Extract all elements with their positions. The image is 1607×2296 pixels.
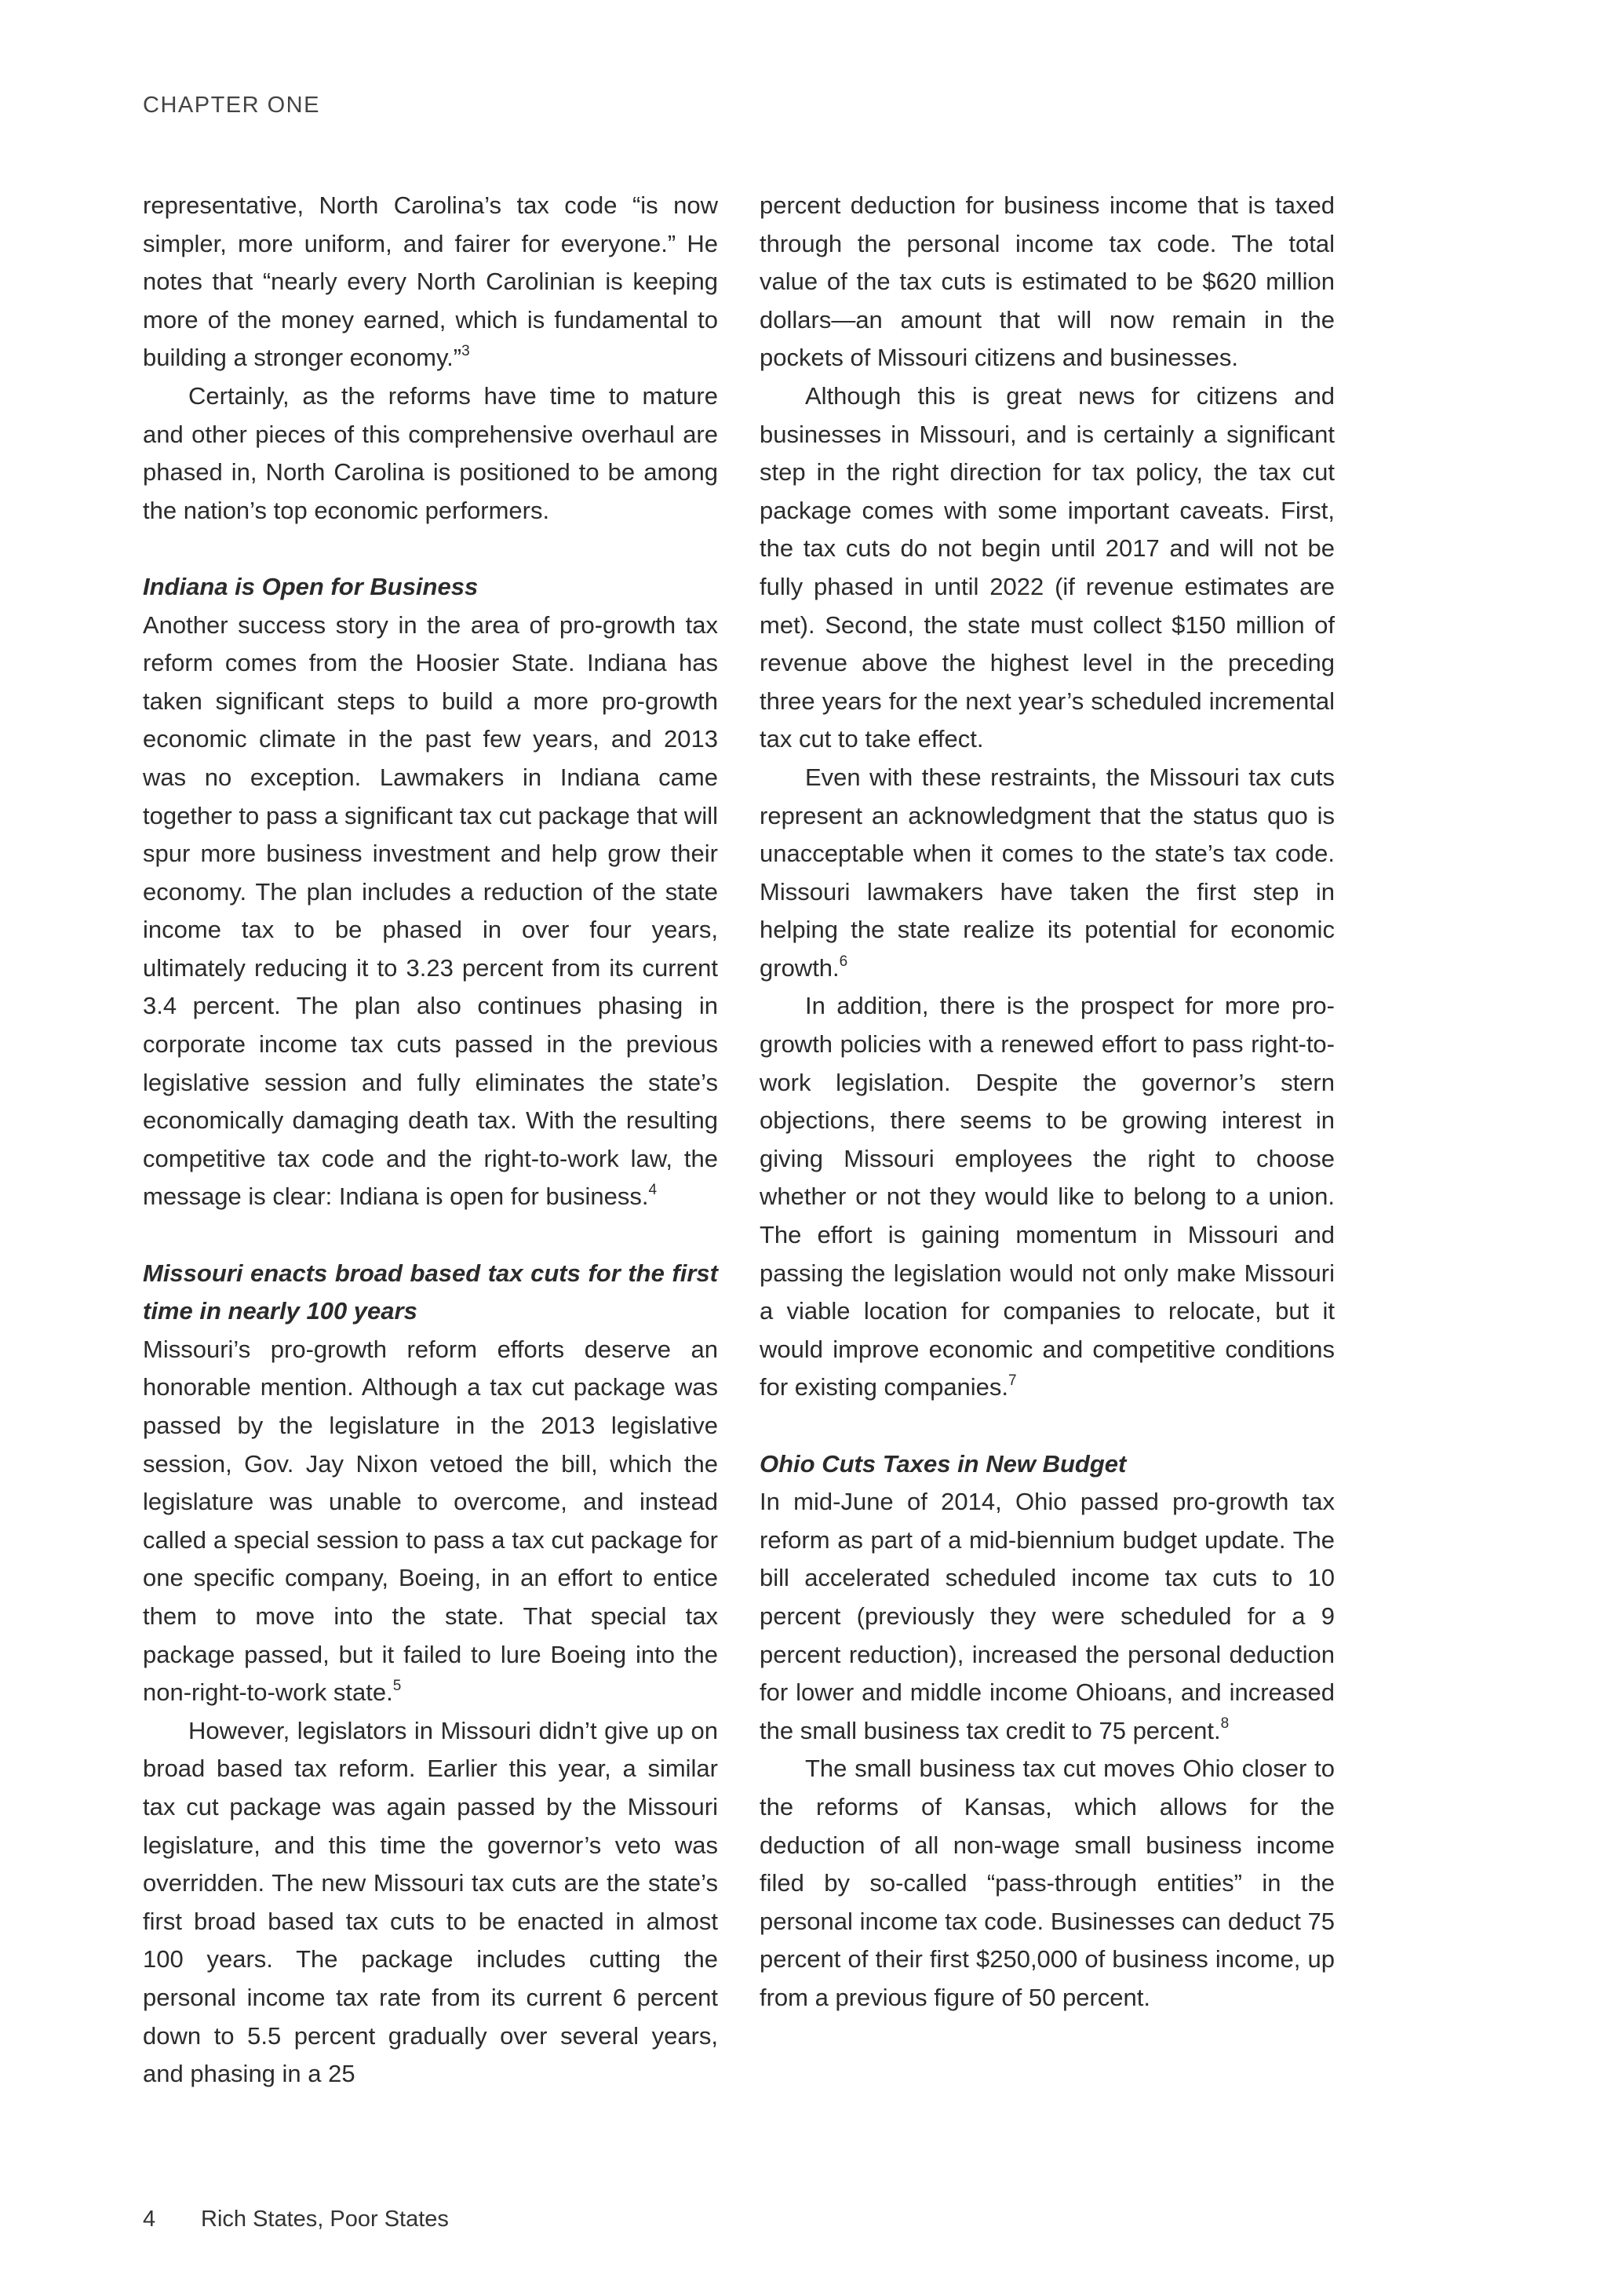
paragraph: [760, 987, 1335, 1407]
paragraph: The small business tax cut moves Ohio closer to the reforms of Kansas, which allows for the deduction of all non-wage small business income filed by so-called “pass-through entities” in the personal income tax code. Businesses can deduct 75 percent of their first $250,000 of business income, up from a previous figure of 50 percent.: [760, 1755, 1335, 2011]
paragraph: Although this is great news for citizens and businesses in Missouri, and is certainly a significant step in the right direction for tax policy, the tax cut package comes with some important caveats. First, the tax cuts do not begin until 2017 and will not be fully phased in until 2022 (if revenue estimates are met). Second, the state must collect $150 million of revenue above the highest level in the preceding three years for the next year’s scheduled incremental tax cut to take effect.: [760, 381, 1335, 753]
paragraph-text: In addition, there is the prospect for more pro-growth policies with a renewed effort to pass right-to-work legislation. Despite the governor’s stern objections, there seems to be growing interest in giving Missouri employees the right to choose whether or not they would like to belong to a union. The effort is gaining momentum in Missouri and passing the legislation would not only make Missouri a viable location for companies to relocate, but it would improve economic and competitive conditions for existing companies.: [760, 992, 1335, 1401]
paragraph: [760, 1483, 1335, 1750]
page-footer: [143, 2207, 449, 2232]
footnote-ref: 3: [461, 343, 470, 360]
footnote-ref: 4: [648, 1182, 658, 1199]
page-number: 4: [143, 2207, 156, 2232]
paragraph: Certainly, as the reforms have time to mature and other pieces of this comprehensive overhaul are phased in, North Carolina is positioned to be among the nation’s top economic performers.: [143, 381, 718, 524]
right-column: [760, 187, 1335, 2017]
paragraph: [143, 1331, 718, 1712]
footnote-ref: 8: [1220, 1715, 1230, 1733]
paragraph-text: Another success story in the area of pro-growth tax reform comes from the Hoosier State. Indiana has taken significant steps to build a more pro-growth economic climate in the past few years, and 2013 was no exception. Lawmakers in Indiana came together to pass a significant tax cut package that will spur more business investment and help grow their economy. The plan includes a reduction of the state income tax to be phased in over four years, ultimately reducing it to 3.23 percent from its current 3.4 percent. The plan also continues phasing in corporate income tax cuts passed in the previous legislative session and fully eliminates the state’s economically damaging death tax. With the resulting competitive tax code and the right-to-work law, the message is clear: Indiana is open for business.: [143, 610, 718, 1211]
paragraph: [143, 187, 718, 377]
paragraph-text: In mid-June of 2014, Ohio passed pro-growth tax reform as part of a mid-biennium budget update. The bill accelerated scheduled income tax cuts to 10 percent (previously they were scheduled for a 9 percent reduction), increased the personal deduction for lower and middle income Ohioans, and increased the small business tax credit to 75 percent.: [760, 1488, 1335, 1744]
paragraph: percent deduction for business income that is taxed through the personal income tax code. The total value of the tax cuts is estimated to be $620 million dollars—an amount that will now remain in the pockets of Missouri citizens and businesses.: [760, 191, 1335, 372]
publication-title: Rich States, Poor States: [201, 2207, 449, 2232]
section-heading-ohio: Ohio Cuts Taxes in New Budget: [760, 1449, 1127, 1478]
running-head: CHAPTER ONE: [143, 93, 320, 118]
footnote-ref: 5: [392, 1677, 402, 1694]
section-heading-missouri: Missouri enacts broad based tax cuts for the first time in nearly 100 years: [143, 1259, 718, 1325]
paragraph: However, legislators in Missouri didn’t give up on broad based tax reform. Earlier this year, a similar tax cut package was again passed by the Missouri legislature, and this time the governor’s veto was overridden. The new Missouri tax cuts are the state’s first broad based tax cuts to be enacted in almost 100 years. The package includes cutting the personal income tax rate from its current 6 percent down to 5.5 percent gradually over several years, and phasing in a 25: [143, 1716, 718, 2088]
paragraph: [760, 759, 1335, 988]
section-heading-indiana: Indiana is Open for Business: [143, 572, 479, 600]
footnote-ref: 7: [1008, 1372, 1017, 1390]
paragraph: [143, 607, 718, 1217]
paragraph-text: Even with these restraints, the Missouri tax cuts represent an acknowledgment that the status quo is unacceptable when it comes to the state’s tax code. Missouri lawmakers have taken the first step in helping the state realize its potential for economic growth.: [760, 763, 1335, 982]
paragraph-text: representative, North Carolina’s tax code “is now simpler, more uniform, and fairer for everyone.” He notes that “nearly every North Carolinian is keeping more of the money earned, which is fundamental to building a stronger economy.”: [143, 191, 718, 372]
footnote-ref: 6: [839, 953, 848, 970]
left-column: [143, 187, 718, 2094]
paragraph-text: Missouri’s pro-growth reform efforts deserve an honorable mention. Although a tax cut package was passed by the legislature in the 2013 legislative session, Gov. Jay Nixon vetoed the bill, which the legislature was unable to overcome, and instead called a special session to pass a tax cut package for one specific company, Boeing, in an effort to entice them to move into the state. That special tax package passed, but it failed to lure Boeing into the non-right-to-work state.: [143, 1335, 718, 1707]
